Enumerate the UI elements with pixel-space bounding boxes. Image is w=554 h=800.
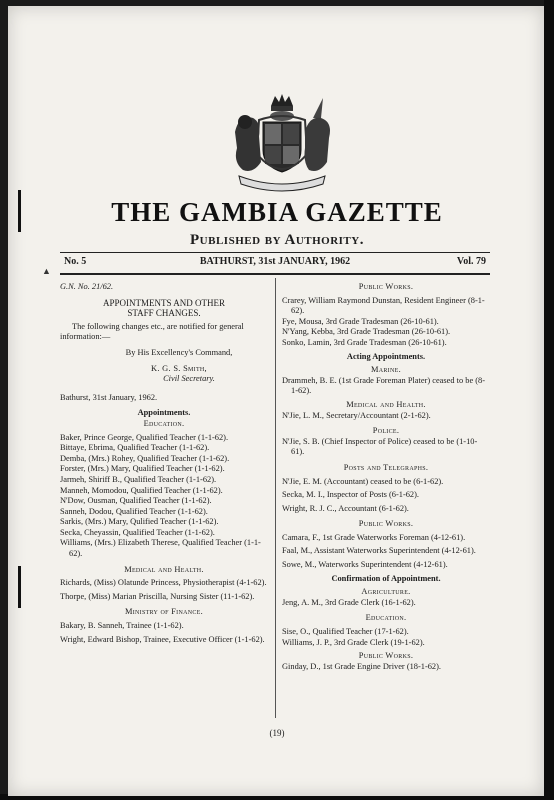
- list-item: Sise, O., Qualified Teacher (17-1-62).: [282, 627, 409, 637]
- list-item: Jeng, A. M., 3rd Grade Clerk (16-1-62).: [282, 597, 416, 607]
- section-medical-health: Medical and Health.: [124, 564, 204, 574]
- section-public-works: Public Works.: [358, 282, 414, 291]
- section-public-works: Public Works.: [358, 519, 414, 529]
- list-item: Thorpe, (Miss) Marian Priscilla, Nursing Sister (11-1-62).: [60, 591, 255, 601]
- section-finance: Ministry of Finance.: [124, 607, 204, 617]
- section-education: Education.: [143, 418, 185, 428]
- list-item: Secka, Cheyassin, Qualified Teacher (1-1-62).: [60, 527, 215, 537]
- command-line: By His Excellency's Command,: [125, 347, 233, 357]
- section-medical-health: Medical and Health.: [346, 399, 426, 409]
- notice-heading-line2: STAFF CHANGES.: [127, 308, 201, 319]
- list-item: Wright, R. J. C., Accountant (6-1-62).: [282, 503, 409, 513]
- list-item: Forster, (Mrs.) Mary, Qualified Teacher (1-1-62).: [60, 464, 225, 474]
- volume-number: Vol. 79: [456, 256, 486, 267]
- right-column: [282, 282, 490, 672]
- royal-coat-of-arms-icon: [225, 92, 340, 192]
- scan-edge-right: [544, 0, 554, 800]
- section-marine: Marine.: [371, 365, 401, 375]
- notice-intro: The following changes etc., are notified for general information:—: [60, 321, 244, 342]
- list-item: Sowe, M., Waterworks Superintendent (4-12-61).: [282, 560, 448, 570]
- list-item: Richards, (Miss) Olatunde Princess, Physiotherapist (4-1-62).: [60, 578, 267, 588]
- list-item: N'Jie, L. M., Secretary/Accountant (2-1-62).: [282, 410, 431, 420]
- list-item: Fye, Mousa, 3rd Grade Tradesman (26-10-61).: [282, 316, 439, 326]
- list-item: Bakary, B. Sanneh, Trainee (1-1-62).: [60, 621, 184, 631]
- issue-number: No. 5: [64, 256, 87, 267]
- list-item: N'Jie, S. B. (Chief Inspector of Police) ceased to be (1-10-61).: [282, 436, 478, 457]
- page-number: (19): [269, 728, 285, 738]
- list-item: Williams, (Mrs.) Elizabeth Therese, Qualified Teacher (1-1-62).: [60, 538, 261, 559]
- list-item: Faal, M., Assistant Waterworks Superintendent (4-12-61).: [282, 546, 476, 556]
- list-item: Sanneh, Dodou, Qualified Teacher (1-1-62).: [60, 506, 208, 516]
- list-item: Drammeh, B. E. (1st Grade Foreman Plater) ceased to be (8-1-62).: [282, 375, 486, 396]
- notice-number: G.N. No. 21/62.: [60, 282, 114, 291]
- list-item: Sonko, Lamin, 3rd Grade Tradesman (26-10-61).: [282, 337, 447, 347]
- issue-date: BATHURST, 31st JANUARY, 1962: [199, 256, 351, 267]
- list-item: Jarmeh, Shiriff B., Qualified Teacher (1-1-62).: [60, 474, 217, 484]
- list-item: Camara, F., 1st Grade Waterworks Foreman (4-12-61).: [282, 532, 466, 542]
- list-item: Wright, Edward Bishop, Trainee, Executive Officer (1-1-62).: [60, 634, 265, 644]
- gazette-title: THE GAMBIA GAZETTE: [111, 197, 443, 227]
- section-agriculture: Agriculture.: [361, 587, 411, 597]
- list-item: N'Yang, Kebba, 3rd Grade Tradesman (26-10-61).: [282, 327, 451, 337]
- notice-heading: APPOINTMENTS AND OTHER: [102, 297, 225, 308]
- list-item: Sarkis, (Mrs.) Mary, Qulified Teacher (1-1-62).: [60, 517, 219, 527]
- signatory-title: Civil Secretary.: [163, 374, 215, 384]
- masthead-rule-bottom: [60, 273, 490, 275]
- list-item: N'Dow, Ousman, Qualified Teacher (1-1-62).: [60, 496, 212, 506]
- list-item: Ginday, D., 1st Grade Engine Driver (18-1-62).: [282, 661, 442, 671]
- section-posts-telegraphs: Posts and Telegraphs.: [343, 462, 429, 472]
- signatory-name: K. G. S. Smith,: [151, 363, 207, 373]
- section-public-works: Public Works.: [358, 651, 414, 661]
- list-item: Crarey, William Raymond Dunstan, Resident Engineer (8-1-62).: [282, 295, 485, 316]
- list-item: Secka, M. I., Inspector of Posts (6-1-62).: [282, 490, 419, 500]
- list-item: Baker, Prince George, Qualified Teacher (1-1-62).: [60, 432, 229, 442]
- margin-arrow-icon: ▲: [42, 266, 51, 276]
- list-item: N'Jie, E. M. (Accountant) ceased to be (6-1-62).: [282, 476, 444, 486]
- masthead-rule-top: [60, 252, 490, 253]
- masthead-row: [64, 256, 486, 272]
- section-police: Police.: [372, 426, 400, 436]
- list-item: Williams, J. P., 3rd Grade Clerk (19-1-62).: [282, 637, 425, 647]
- section-acting-appointments: Acting Appointments.: [346, 351, 426, 361]
- column-divider: [275, 278, 276, 718]
- list-item: Demba, (Mrs.) Rohey, Qualified Teacher (1-1-62).: [60, 453, 230, 463]
- section-confirmation: Confirmation of Appointment.: [331, 573, 441, 583]
- left-column: [60, 282, 268, 645]
- place-date: Bathurst, 31st January, 1962.: [60, 392, 158, 402]
- gazette-subtitle: Published by Authority.: [190, 232, 364, 248]
- margin-bar-bottom: [18, 566, 21, 608]
- section-appointments: Appointments.: [137, 408, 191, 418]
- list-item: Manneh, Momodou, Qualified Teacher (1-1-62).: [60, 485, 223, 495]
- section-education: Education.: [365, 613, 407, 623]
- list-item: Bittaye, Ebrima, Qualified Teacher (1-1-62).: [60, 443, 210, 453]
